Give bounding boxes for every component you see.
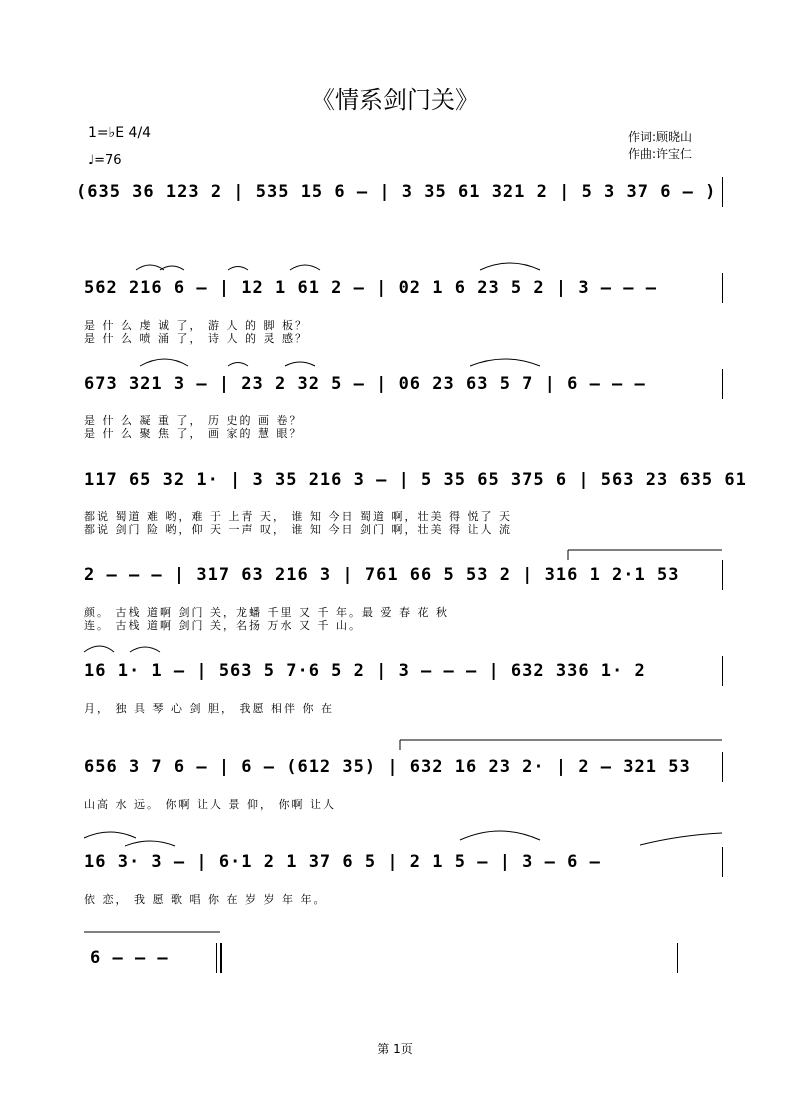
score-row-6-lyrics-1: 月， 独 具 琴 心 剑 胆， 我愿 相伴 你 在 — [84, 702, 334, 715]
score-row-1-notes: (635 36 123 2 | 535 15 6 – | 3 35 61 321 2 | 5 3 37 6 – ) — [76, 182, 717, 202]
score-row-2-lyrics-1: 是 什 么 虔 诚 了， 游 人 的 脚 板？ — [84, 319, 308, 332]
key-signature: 1=♭E 4/4 — [88, 125, 152, 141]
final-barline — [216, 943, 217, 973]
barline — [722, 560, 723, 590]
score-row-7-notes: 656 3 7 6 – | 6 – (612 35) | 632 16 23 2· | 2 – 321 53 — [84, 757, 691, 777]
score-row-3-lyrics-2: 是 什 么 聚 焦 了， 画 家的 慧 眼？ — [84, 427, 303, 440]
lyricist-credit: 作词:顾晓山 — [628, 130, 693, 144]
barline — [722, 656, 723, 686]
score-row-8-lyrics-1: 依 恋， 我 愿 歌 唱 你 在 岁 岁 年 年。 — [84, 893, 327, 906]
score-row-8-notes: 16 3· 3 – | 6·1 2 1 37 6 5 | 2 1 5 – | 3 – 6 – — [84, 852, 601, 872]
barline — [677, 943, 678, 973]
barline — [722, 273, 723, 303]
barline — [722, 847, 723, 877]
score-row-3-notes: 673 321 3 – | 23 2 32 5 – | 06 23 63 5 7 | 6 – – – — [84, 374, 646, 394]
barline — [722, 177, 723, 207]
score-row-2-notes: 562 216 6 – | 12 1 61 2 – | 02 1 6 23 5 2 | 3 – – – — [84, 278, 657, 298]
score-row-9-notes: 6 – – – — [90, 948, 169, 968]
tempo-marking: ♩=76 — [88, 153, 122, 168]
score-row-4-lyrics-1: 都说 蜀道 难 哟，难 于 上青 天， 谁 知 今日 蜀道 啊，壮美 得 悦了 天 — [84, 510, 512, 523]
page-title: 《情系剑门关》 — [311, 86, 479, 114]
score-row-4-lyrics-2: 都说 剑门 险 哟，仰 天 一声 叹， 谁 知 今日 剑门 啊，壮美 得 让人 流 — [84, 523, 512, 536]
score-row-5-lyrics-2: 连。 古栈 道啊 剑门 关，名扬 万水 又 千 山。 — [84, 619, 362, 632]
score-row-7-lyrics-1: 山高 水 远。 你啊 让人 景 仰， 你啊 让人 — [84, 798, 336, 811]
score-row-2-lyrics-2: 是 什 么 喷 涌 了， 诗 人 的 灵 感？ — [84, 332, 308, 345]
score-row-6-notes: 16 1· 1 – | 563 5 7·6 5 2 | 3 – – – | 632 336 1· 2 — [84, 661, 646, 681]
score-row-5-lyrics-1: 颜。 古栈 道啊 剑门 关，龙蟠 千里 又 千 年。最 爱 春 花 秋 — [84, 606, 449, 619]
score-row-3-lyrics-1: 是 什 么 凝 重 了， 历 史的 画 卷？ — [84, 414, 303, 427]
page-number: 第 1页 — [377, 1042, 413, 1056]
final-barline-thick — [220, 943, 222, 973]
score-row-4-notes: 117 65 32 1· | 3 35 216 3 – | 5 35 65 375 6 | 563 23 635 61 — [84, 470, 747, 490]
barline — [722, 369, 723, 399]
composer-credit: 作曲:许宝仁 — [628, 147, 693, 161]
score-row-5-notes: 2 – – – | 317 63 216 3 | 761 66 5 53 2 | 316 1 2·1 53 — [84, 565, 680, 585]
barline — [722, 752, 723, 782]
